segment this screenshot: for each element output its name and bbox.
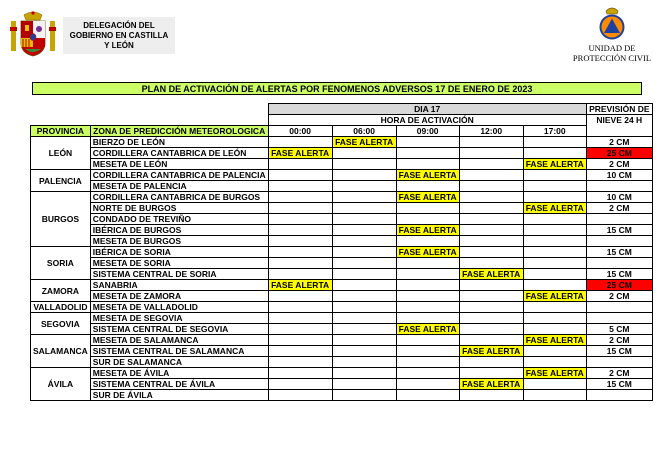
empty-hour-cell: [459, 214, 523, 225]
fase-alerta-cell: FASE ALERTA: [523, 291, 586, 302]
table-row: [31, 335, 653, 346]
province-cell: PALENCIA: [31, 170, 91, 192]
empty-hour-cell: [268, 379, 332, 390]
empty-hour-cell: [332, 291, 396, 302]
empty-hour-cell: [396, 379, 459, 390]
empty-hour-cell: [332, 148, 396, 159]
snow-forecast-cell: 10 CM: [586, 192, 652, 203]
table-row: [31, 170, 653, 181]
snow-forecast-cell: 15 CM: [586, 379, 652, 390]
empty-hour-cell: [459, 148, 523, 159]
hour-header: HORA DE ACTIVACIÓN: [268, 115, 586, 126]
day-header: DIA 17: [268, 104, 586, 115]
empty-hour-cell: [523, 357, 586, 368]
empty-hour-cell: [268, 203, 332, 214]
empty-hour-cell: [523, 280, 586, 291]
empty-hour-cell: [396, 357, 459, 368]
province-cell: VALLADOLID: [31, 302, 91, 313]
blank-cell: [31, 115, 269, 126]
snow-forecast-cell: [586, 313, 652, 324]
empty-hour-cell: [523, 225, 586, 236]
empty-hour-cell: [523, 302, 586, 313]
empty-hour-cell: [459, 170, 523, 181]
hour-column-2: 09:00: [396, 126, 459, 137]
empty-hour-cell: [459, 357, 523, 368]
empty-hour-cell: [459, 291, 523, 302]
empty-hour-cell: [396, 137, 459, 148]
zone-cell: MESETA DE ZAMORA: [90, 291, 268, 302]
empty-hour-cell: [459, 313, 523, 324]
empty-hour-cell: [332, 379, 396, 390]
empty-hour-cell: [396, 302, 459, 313]
table-row: [31, 291, 653, 302]
empty-hour-cell: [459, 159, 523, 170]
empty-hour-cell: [268, 258, 332, 269]
zone-cell: MESETA DE VALLADOLID: [90, 302, 268, 313]
empty-hour-cell: [523, 236, 586, 247]
snow-forecast-cell: 10 CM: [586, 170, 652, 181]
table-row: [31, 159, 653, 170]
empty-hour-cell: [459, 247, 523, 258]
delegacion-line-1: DELEGACIÓN DEL: [83, 20, 155, 30]
snow-forecast-cell: [586, 214, 652, 225]
proteccion-civil-logo-icon: [597, 5, 627, 41]
province-cell: LEÓN: [31, 137, 91, 170]
empty-hour-cell: [332, 368, 396, 379]
unidad-proteccion-civil-label: [566, 43, 658, 63]
empty-hour-cell: [396, 258, 459, 269]
hour-column-3: 12:00: [459, 126, 523, 137]
table-row: [31, 313, 653, 324]
empty-hour-cell: [523, 247, 586, 258]
empty-hour-cell: [459, 335, 523, 346]
zone-cell: MESETA DE BURGOS: [90, 236, 268, 247]
empty-hour-cell: [332, 313, 396, 324]
fase-alerta-cell: FASE ALERTA: [332, 137, 396, 148]
empty-hour-cell: [459, 137, 523, 148]
zone-cell: CORDILLERA CANTABRICA DE PALENCIA: [90, 170, 268, 181]
fase-alerta-cell: FASE ALERTA: [459, 346, 523, 357]
upc-line-2: PROTECCIÓN CIVIL: [572, 53, 652, 63]
empty-hour-cell: [396, 390, 459, 401]
zone-cell: CORDILLERA CANTABRICA DE LEÓN: [90, 148, 268, 159]
blank-cell: [31, 104, 269, 115]
zone-cell: IBÉRICA DE BURGOS: [90, 225, 268, 236]
fase-alerta-cell: FASE ALERTA: [396, 225, 459, 236]
snow-forecast-cell: 15 CM: [586, 225, 652, 236]
empty-hour-cell: [459, 368, 523, 379]
delegacion-line-3: Y LEÓN: [104, 40, 134, 50]
empty-hour-cell: [396, 368, 459, 379]
empty-hour-cell: [268, 346, 332, 357]
table-row: [31, 236, 653, 247]
empty-hour-cell: [268, 170, 332, 181]
upc-line-1: UNIDAD DE: [588, 43, 636, 53]
hour-column-0: 00:00: [268, 126, 332, 137]
empty-hour-cell: [332, 302, 396, 313]
empty-hour-cell: [396, 148, 459, 159]
zone-cell: MESETA DE SALAMANCA: [90, 335, 268, 346]
empty-hour-cell: [523, 192, 586, 203]
empty-hour-cell: [332, 390, 396, 401]
plan-title: PLAN DE ACTIVACIÓN DE ALERTAS POR FENOMENOS ADVERSOS 17 DE ENERO DE 2023: [32, 82, 642, 95]
table-row: [31, 302, 653, 313]
zone-cell: MESETA DE ÁVILA: [90, 368, 268, 379]
empty-hour-cell: [332, 258, 396, 269]
empty-hour-cell: [268, 192, 332, 203]
snow-forecast-cell: 15 CM: [586, 247, 652, 258]
empty-hour-cell: [459, 236, 523, 247]
empty-hour-cell: [332, 247, 396, 258]
snow-forecast-cell: [586, 302, 652, 313]
delegacion-line-2: GOBIERNO EN CASTILLA: [69, 30, 169, 40]
empty-hour-cell: [459, 192, 523, 203]
hour-column-4: 17:00: [523, 126, 586, 137]
empty-hour-cell: [459, 225, 523, 236]
snow-forecast-cell: 25 CM: [586, 280, 652, 291]
province-cell: SALAMANCA: [31, 335, 91, 368]
empty-hour-cell: [268, 335, 332, 346]
alert-table-body: [31, 104, 653, 401]
empty-hour-cell: [523, 346, 586, 357]
empty-hour-cell: [268, 269, 332, 280]
snow-forecast-cell: 15 CM: [586, 269, 652, 280]
empty-hour-cell: [523, 181, 586, 192]
snow-forecast-cell: 15 CM: [586, 346, 652, 357]
table-row: [31, 258, 653, 269]
empty-hour-cell: [459, 203, 523, 214]
empty-hour-cell: [332, 280, 396, 291]
fase-alerta-cell: FASE ALERTA: [396, 192, 459, 203]
empty-hour-cell: [332, 214, 396, 225]
snow-forecast-cell: [586, 236, 652, 247]
province-cell: SEGOVIA: [31, 313, 91, 335]
fase-alerta-cell: FASE ALERTA: [268, 280, 332, 291]
fase-alerta-cell: FASE ALERTA: [523, 335, 586, 346]
empty-hour-cell: [268, 225, 332, 236]
empty-hour-cell: [332, 346, 396, 357]
zone-cell: MESETA DE LEÓN: [90, 159, 268, 170]
empty-hour-cell: [396, 181, 459, 192]
table-row: [31, 148, 653, 159]
empty-hour-cell: [396, 280, 459, 291]
empty-hour-cell: [459, 324, 523, 335]
province-cell: ZAMORA: [31, 280, 91, 302]
zone-cell: BIERZO DE LEÓN: [90, 137, 268, 148]
alert-table: [30, 103, 653, 401]
snow-forecast-cell: 2 CM: [586, 159, 652, 170]
table-row: [31, 214, 653, 225]
empty-hour-cell: [332, 170, 396, 181]
empty-hour-cell: [523, 148, 586, 159]
empty-hour-cell: [396, 291, 459, 302]
fase-alerta-cell: FASE ALERTA: [459, 269, 523, 280]
forecast-header-1: PREVISIÓN DE: [586, 104, 652, 115]
province-cell: ÁVILA: [31, 368, 91, 401]
header-row-columns: [31, 126, 653, 137]
empty-hour-cell: [268, 159, 332, 170]
empty-hour-cell: [332, 236, 396, 247]
province-column-header: PROVINCIA: [31, 126, 91, 137]
empty-hour-cell: [268, 137, 332, 148]
empty-hour-cell: [268, 324, 332, 335]
table-row: [31, 280, 653, 291]
empty-hour-cell: [332, 324, 396, 335]
empty-hour-cell: [523, 170, 586, 181]
empty-hour-cell: [268, 313, 332, 324]
empty-hour-cell: [459, 390, 523, 401]
snow-forecast-cell: 2 CM: [586, 291, 652, 302]
empty-hour-cell: [396, 214, 459, 225]
table-row: [31, 357, 653, 368]
empty-hour-cell: [523, 324, 586, 335]
fase-alerta-cell: FASE ALERTA: [523, 159, 586, 170]
table-row: [31, 390, 653, 401]
empty-hour-cell: [523, 390, 586, 401]
zone-column-header: ZONA DE PREDICCIÓN METEOROLOGICA: [90, 126, 268, 137]
fase-alerta-cell: FASE ALERTA: [459, 379, 523, 390]
empty-hour-cell: [459, 181, 523, 192]
empty-hour-cell: [332, 181, 396, 192]
snow-forecast-cell: [586, 390, 652, 401]
empty-hour-cell: [396, 313, 459, 324]
empty-hour-cell: [268, 302, 332, 313]
table-row: [31, 346, 653, 357]
zone-cell: SUR DE ÁVILA: [90, 390, 268, 401]
empty-hour-cell: [268, 236, 332, 247]
snow-forecast-cell: 25 CM: [586, 148, 652, 159]
zone-cell: SISTEMA CENTRAL DE SALAMANCA: [90, 346, 268, 357]
empty-hour-cell: [332, 192, 396, 203]
empty-hour-cell: [268, 214, 332, 225]
province-cell: BURGOS: [31, 192, 91, 247]
empty-hour-cell: [523, 214, 586, 225]
fase-alerta-cell: FASE ALERTA: [396, 247, 459, 258]
table-row: [31, 203, 653, 214]
empty-hour-cell: [332, 203, 396, 214]
hour-column-1: 06:00: [332, 126, 396, 137]
empty-hour-cell: [523, 269, 586, 280]
empty-hour-cell: [268, 390, 332, 401]
empty-hour-cell: [268, 368, 332, 379]
empty-hour-cell: [459, 302, 523, 313]
snow-forecast-cell: [586, 181, 652, 192]
empty-hour-cell: [268, 357, 332, 368]
empty-hour-cell: [396, 203, 459, 214]
snow-forecast-cell: [586, 357, 652, 368]
table-row: [31, 192, 653, 203]
zone-cell: CORDILLERA CANTABRICA DE BURGOS: [90, 192, 268, 203]
table-row: [31, 368, 653, 379]
empty-hour-cell: [396, 335, 459, 346]
empty-hour-cell: [523, 137, 586, 148]
zone-cell: SISTEMA CENTRAL DE SORIA: [90, 269, 268, 280]
empty-hour-cell: [268, 247, 332, 258]
table-row: [31, 181, 653, 192]
fase-alerta-cell: FASE ALERTA: [523, 203, 586, 214]
empty-hour-cell: [459, 280, 523, 291]
forecast-header-2: NIEVE 24 H: [586, 115, 652, 137]
zone-cell: MESETA DE SEGOVIA: [90, 313, 268, 324]
table-row: [31, 225, 653, 236]
zone-cell: NORTE DE BURGOS: [90, 203, 268, 214]
snow-forecast-cell: 2 CM: [586, 335, 652, 346]
zone-cell: SANABRIA: [90, 280, 268, 291]
empty-hour-cell: [396, 236, 459, 247]
empty-hour-cell: [396, 269, 459, 280]
header-row-day: [31, 104, 653, 115]
empty-hour-cell: [523, 313, 586, 324]
snow-forecast-cell: 2 CM: [586, 203, 652, 214]
empty-hour-cell: [396, 159, 459, 170]
snow-forecast-cell: 2 CM: [586, 368, 652, 379]
empty-hour-cell: [459, 258, 523, 269]
snow-forecast-cell: 2 CM: [586, 137, 652, 148]
empty-hour-cell: [332, 335, 396, 346]
empty-hour-cell: [332, 225, 396, 236]
spain-coat-of-arms-icon: [10, 9, 56, 59]
zone-cell: IBÉRICA DE SORIA: [90, 247, 268, 258]
snow-forecast-cell: [586, 258, 652, 269]
empty-hour-cell: [396, 346, 459, 357]
delegacion-gobierno-label: [63, 17, 175, 54]
empty-hour-cell: [523, 258, 586, 269]
table-row: [31, 269, 653, 280]
fase-alerta-cell: FASE ALERTA: [396, 170, 459, 181]
zone-cell: MESETA DE PALENCIA: [90, 181, 268, 192]
empty-hour-cell: [332, 269, 396, 280]
table-row: [31, 137, 653, 148]
table-row: [31, 324, 653, 335]
empty-hour-cell: [332, 357, 396, 368]
snow-forecast-cell: 5 CM: [586, 324, 652, 335]
fase-alerta-cell: FASE ALERTA: [523, 368, 586, 379]
table-row: [31, 247, 653, 258]
zone-cell: SUR DE SALAMANCA: [90, 357, 268, 368]
empty-hour-cell: [268, 181, 332, 192]
header-row-hour: [31, 115, 653, 126]
empty-hour-cell: [523, 379, 586, 390]
empty-hour-cell: [268, 291, 332, 302]
fase-alerta-cell: FASE ALERTA: [268, 148, 332, 159]
zone-cell: SISTEMA CENTRAL DE ÁVILA: [90, 379, 268, 390]
zone-cell: SISTEMA CENTRAL DE SEGOVIA: [90, 324, 268, 335]
table-row: [31, 379, 653, 390]
fase-alerta-cell: FASE ALERTA: [396, 324, 459, 335]
zone-cell: CONDADO DE TREVIÑO: [90, 214, 268, 225]
empty-hour-cell: [332, 159, 396, 170]
province-cell: SORIA: [31, 247, 91, 280]
zone-cell: MESETA DE SORIA: [90, 258, 268, 269]
